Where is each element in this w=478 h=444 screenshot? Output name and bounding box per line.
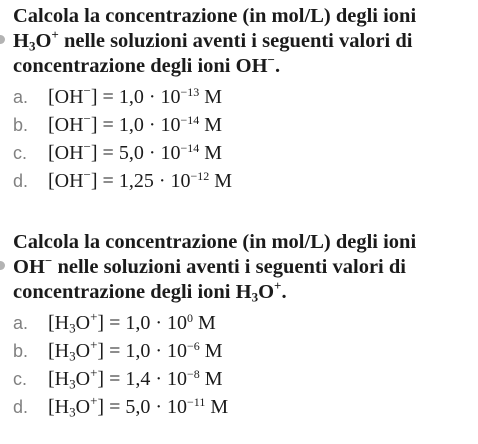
subscript: 3: [69, 376, 76, 392]
prompt-species-o: O: [258, 281, 275, 303]
answer-list: [0, 83, 478, 195]
list-item: [0, 309, 478, 337]
item-expression: [48, 139, 222, 167]
item-expression: [48, 365, 223, 393]
charge: −: [83, 111, 91, 127]
unit: M: [193, 312, 216, 334]
charge: +: [90, 337, 98, 353]
item-expression: [48, 83, 222, 111]
species-o: O: [75, 368, 91, 390]
prompt-species-h: H: [13, 30, 29, 52]
species: [OH: [48, 170, 84, 192]
prompt-line-1: Calcola la concentrazione (in mol/L) degli ioni: [13, 231, 417, 253]
list-item: [0, 337, 478, 365]
charge: −: [83, 83, 91, 99]
prompt-subscript: 3: [251, 289, 259, 305]
unit: M: [205, 396, 229, 418]
charge: −: [83, 139, 91, 155]
charge: +: [90, 393, 98, 409]
list-item: [0, 111, 478, 139]
unit: M: [199, 340, 223, 362]
exponent: −14: [180, 140, 200, 155]
charge: −: [83, 167, 91, 183]
item-letter: c.: [13, 369, 28, 389]
value: ] = 1,0 · 10: [97, 312, 188, 334]
item-expression: [48, 337, 223, 365]
species-o: O: [75, 340, 91, 362]
charge: +: [90, 365, 98, 381]
prompt-species-oh: OH: [13, 256, 45, 278]
item-expression: [48, 167, 232, 195]
species-o: O: [75, 312, 91, 334]
species: [H: [48, 312, 70, 334]
list-item: [0, 83, 478, 111]
prompt-period: .: [274, 55, 281, 77]
item-expression: [48, 393, 228, 421]
value: ] = 1,0 · 10: [90, 114, 181, 136]
prompt-line-2: nelle soluzioni aventi i seguenti valori di: [58, 30, 413, 52]
value: ] = 1,4 · 10: [97, 368, 188, 390]
exercise-2: [0, 230, 478, 421]
prompt-charge: −: [44, 253, 53, 269]
answer-list: [0, 309, 478, 421]
value: ] = 1,0 · 10: [97, 340, 188, 362]
species: [H: [48, 368, 70, 390]
prompt-charge: +: [274, 278, 282, 294]
species: [H: [48, 396, 70, 418]
value: ] = 5,0 · 10: [97, 396, 188, 418]
item-letter: b.: [13, 115, 29, 135]
unit: M: [199, 86, 223, 108]
value: ] = 5,0 · 10: [90, 142, 181, 164]
item-letter: a.: [13, 313, 29, 333]
exercise-1: [0, 4, 478, 195]
item-expression: [48, 309, 216, 337]
species: [OH: [48, 114, 84, 136]
exercise-bullet: [0, 261, 5, 270]
exponent: −12: [190, 168, 210, 183]
exponent: 0: [187, 310, 194, 325]
item-letter: d.: [13, 397, 29, 417]
subscript: 3: [69, 404, 76, 420]
list-item: [0, 139, 478, 167]
value: ] = 1,25 · 10: [90, 170, 191, 192]
unit: M: [209, 170, 233, 192]
exponent: −8: [187, 366, 200, 381]
prompt-species-o: O: [35, 30, 52, 52]
exercise-prompt: [13, 4, 473, 79]
species: [H: [48, 340, 70, 362]
subscript: 3: [69, 320, 76, 336]
unit: M: [199, 142, 223, 164]
list-item: [0, 167, 478, 195]
exercise-bullet: [0, 35, 5, 44]
list-item: [0, 365, 478, 393]
prompt-line-3: concentrazione degli ioni OH: [13, 55, 268, 77]
prompt-line-2: nelle soluzioni aventi i seguenti valori di: [52, 256, 406, 278]
prompt-subscript: 3: [28, 38, 36, 54]
exercise-prompt: [13, 230, 473, 305]
unit: M: [199, 114, 223, 136]
species-o: O: [75, 396, 91, 418]
item-letter: c.: [13, 143, 28, 163]
exponent: −14: [180, 112, 200, 127]
item-letter: a.: [13, 87, 29, 107]
prompt-line-3: concentrazione degli ioni H: [13, 281, 252, 303]
item-letter: d.: [13, 171, 29, 191]
prompt-line-1: Calcola la concentrazione (in mol/L) degli ioni: [13, 5, 417, 27]
prompt-period: .: [281, 281, 287, 303]
value: ] = 1,0 · 10: [90, 86, 181, 108]
prompt-charge: −: [267, 52, 275, 68]
prompt-charge: +: [51, 27, 59, 43]
species: [OH: [48, 142, 84, 164]
list-item: [0, 393, 478, 421]
item-letter: b.: [13, 341, 29, 361]
subscript: 3: [69, 348, 76, 364]
exponent: −6: [187, 338, 200, 353]
species: [OH: [48, 86, 84, 108]
item-expression: [48, 111, 222, 139]
charge: +: [90, 309, 98, 325]
exponent: −11: [187, 394, 206, 409]
unit: M: [199, 368, 223, 390]
exponent: −13: [180, 84, 200, 99]
